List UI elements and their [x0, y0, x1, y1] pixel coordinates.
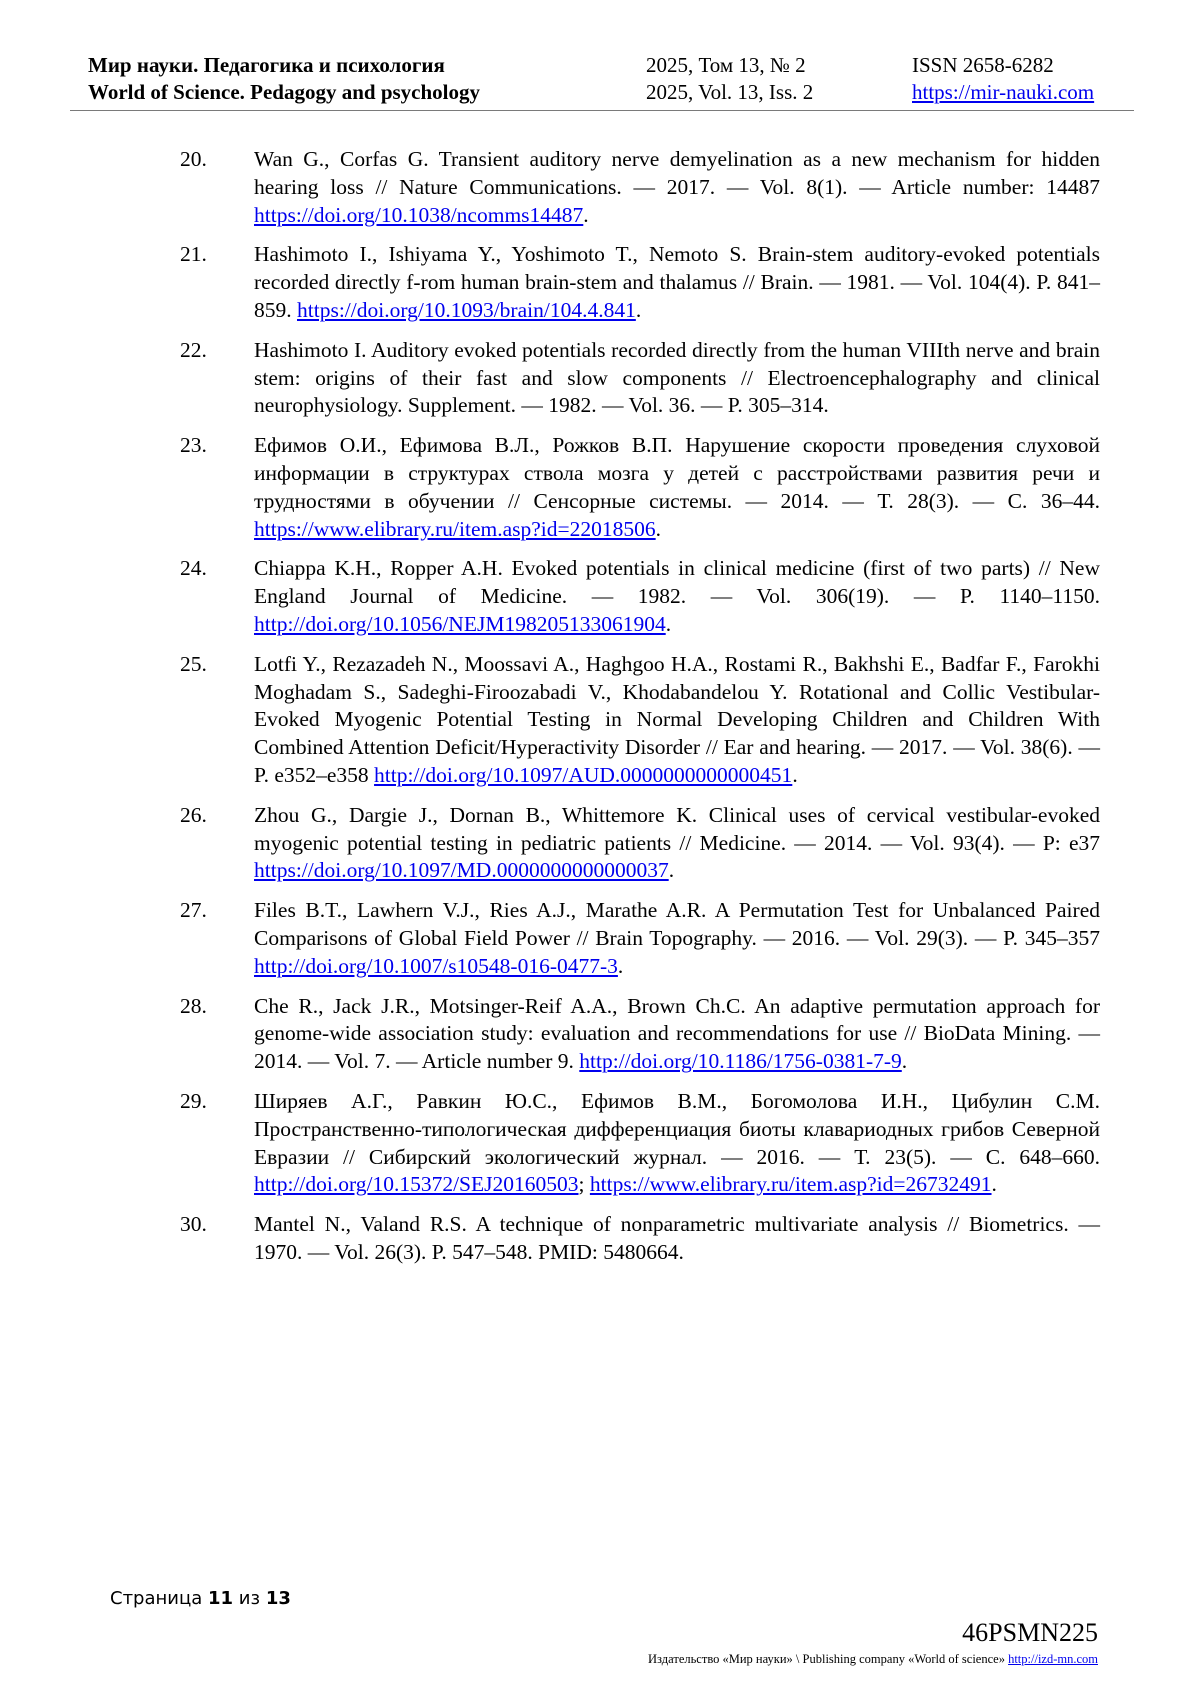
journal-site-link[interactable]: https://mir-nauki.com	[912, 80, 1095, 104]
reference-body: Chiappa K.H., Ropper A.H. Evoked potentials in clinical medicine (first of two parts) // New England Journal of Medicine. — 1982. — Vol. 306(19). — P. 1140–1150.	[254, 556, 1100, 609]
reference-text	[254, 555, 1100, 638]
reference-body: Lotfi Y., Rezazadeh N., Moossavi A., Haghgoo H.A., Rostami R., Bakhshi E., Badfar F., Farokhi Moghadam S., Sadeghi-Firoozabadi V., Khodabandelou Y. Rotational and Collic Vestibular-Evoked Myogenic Potential Testing in Normal Developing Children and Children With Combined Attention Deficit/Hyperactivity Disorder // Ear and hearing. — 2017. — Vol. 38(6). — P. e352–e358	[254, 651, 1100, 787]
reference-text	[254, 993, 1100, 1076]
publisher-text: Издательство «Мир науки» \ Publishing company «World of science»	[648, 1652, 1009, 1666]
reference-number: 22.	[180, 337, 207, 362]
reference-number: 20.	[180, 147, 207, 171]
reference-tail: .	[665, 611, 672, 636]
journal-title-ru: Мир науки. Педагогика и психология	[88, 53, 445, 77]
reference-item	[180, 897, 1100, 980]
volume-info-ru: 2025, Том 13, № 2	[646, 53, 806, 77]
issn: ISSN 2658-6282	[912, 53, 1054, 77]
article-code: 46PSMN225	[962, 1618, 1098, 1647]
reference-tail: .	[991, 1172, 997, 1197]
page-word: Страница	[110, 1588, 203, 1609]
doi-link[interactable]: http://doi.org/10.1186/1756-0381-7-9	[579, 1049, 902, 1074]
reference-list	[180, 146, 1100, 1279]
reference-item	[180, 555, 1100, 638]
doi-link[interactable]: http://doi.org/10.1056/NEJM198205133061904	[254, 611, 666, 636]
publisher-line	[648, 1652, 1098, 1667]
reference-body: Che R., Jack J.R., Motsinger-Reif A.A., Brown Ch.C. An adaptive permutation approach for genome-wide association study: evaluation and recommendations for use // BioData Mining. — 2014. — Vol. 7. — Article number 9.	[254, 993, 1100, 1074]
reference-text	[254, 241, 1100, 324]
reference-tail: .	[617, 953, 624, 978]
reference-text	[254, 337, 1100, 420]
doi-link[interactable]: http://doi.org/10.15372/SEJ20160503	[254, 1172, 579, 1197]
reference-body: Hashimoto I. Auditory evoked potentials recorded directly from the human VIIIth nerve and brain stem: origins of their fast and slow components // Electroencephalography and clinical neurophysiology. Supplement. — 1982. — Vol. 36. — P. 305–314.	[254, 337, 1100, 418]
reference-number: 24.	[180, 556, 207, 581]
doi-link[interactable]: http://doi.org/10.1007/s10548-016-0477-3	[254, 953, 618, 978]
header-row-ru	[88, 52, 1118, 79]
reference-number: 28.	[180, 993, 207, 1018]
reference-item	[180, 1088, 1100, 1199]
reference-body: Files B.T., Lawhern V.J., Ries A.J., Marathe A.R. A Permutation Test for Unbalanced Paired Comparisons of Global Field Power // Brain Topography. — 2016. — Vol. 29(3). — P. 345–357	[254, 898, 1100, 950]
running-header	[88, 52, 1118, 106]
reference-item	[180, 1211, 1100, 1267]
reference-text	[254, 651, 1100, 790]
elibrary-link[interactable]: https://www.elibrary.ru/item.asp?id=26732491	[589, 1172, 992, 1197]
reference-text	[254, 146, 1100, 229]
doi-link[interactable]: https://www.elibrary.ru/item.asp?id=22018506	[254, 516, 656, 541]
reference-item	[180, 651, 1100, 790]
page-total: 13	[265, 1588, 291, 1609]
reference-text	[254, 1088, 1100, 1199]
reference-number: 27.	[180, 898, 207, 923]
doi-link[interactable]: http://doi.org/10.1097/AUD.0000000000000451	[374, 762, 793, 787]
doi-link[interactable]: https://doi.org/10.1093/brain/104.4.841	[297, 297, 636, 322]
reference-item	[180, 432, 1100, 543]
reference-tail: .	[635, 297, 642, 322]
reference-tail: .	[901, 1049, 908, 1074]
reference-number: 25.	[180, 651, 207, 676]
reference-body: Ефимов О.И., Ефимова В.Л., Рожков В.П. Нарушение скорости проведения слуховой информации в структурах ствола мозга у детей с расстройствами развития речи и трудностями в обучении // Сенсорные системы. — 2014. — Т. 28(3). — С. 36–44.	[254, 433, 1100, 513]
header-row-en	[88, 79, 1118, 106]
header-divider	[70, 110, 1134, 111]
reference-tail: .	[655, 516, 662, 541]
reference-item	[180, 146, 1100, 229]
doi-link[interactable]: https://doi.org/10.1097/MD.0000000000000037	[254, 858, 669, 883]
reference-item	[180, 337, 1100, 420]
reference-item	[180, 241, 1100, 324]
reference-body: Ширяев А.Г., Равкин Ю.С., Ефимов В.М., Богомолова И.Н., Цибулин С.М. Пространственно-типологическая дифференциация биоты клавариодных грибов Северной Евразии // Сибирский экологический журнал. — 2016. — Т. 23(5). — С. 648–660.	[254, 1088, 1100, 1169]
reference-body: Wan G., Corfas G. Transient auditory nerve demyelination as a new mechanism for hidden hearing loss // Nature Communications. — 2017. — Vol. 8(1). — Article number: 14487	[254, 147, 1100, 199]
volume-info-en: 2025, Vol. 13, Iss. 2	[646, 80, 814, 104]
reference-number: 29.	[180, 1088, 207, 1113]
publisher-link[interactable]: http://izd-mn.com	[1008, 1652, 1098, 1666]
reference-item	[180, 993, 1100, 1076]
page-current: 11	[208, 1588, 234, 1609]
reference-text	[254, 897, 1100, 980]
reference-number: 23.	[180, 433, 207, 458]
reference-number: 26.	[180, 802, 207, 827]
reference-tail: .	[583, 202, 589, 227]
reference-item	[180, 802, 1100, 885]
reference-text	[254, 1211, 1100, 1267]
reference-tail: .	[668, 858, 675, 883]
journal-title-en: World of Science. Pedagogy and psychology	[88, 80, 481, 104]
reference-body: Zhou G., Dargie J., Dornan B., Whittemore K. Clinical uses of cervical vestibular-evoked myogenic potential testing in pediatric patients // Medicine. — 2014. — Vol. 93(4). — P: e37	[254, 802, 1100, 855]
reference-body: Hashimoto I., Ishiyama Y., Yoshimoto T., Nemoto S. Brain-stem auditory-evoked potentials recorded directly f-rom human brain-stem and thalamus // Brain. — 1981. — Vol. 104(4). P. 841–859.	[254, 242, 1100, 322]
reference-number: 21.	[180, 242, 207, 267]
page-of: из	[238, 1588, 261, 1609]
reference-tail: .	[792, 762, 798, 787]
reference-text	[254, 802, 1100, 885]
page-number	[110, 1588, 291, 1609]
reference-text	[254, 432, 1100, 543]
reference-separator: ;	[578, 1172, 590, 1197]
reference-body: Mantel N., Valand R.S. A technique of nonparametric multivariate analysis // Biometrics. — 1970. — Vol. 26(3). P. 547–548. PMID: 5480664.	[254, 1212, 1100, 1264]
reference-number: 30.	[180, 1212, 207, 1237]
doi-link[interactable]: https://doi.org/10.1038/ncomms14487	[254, 202, 584, 227]
